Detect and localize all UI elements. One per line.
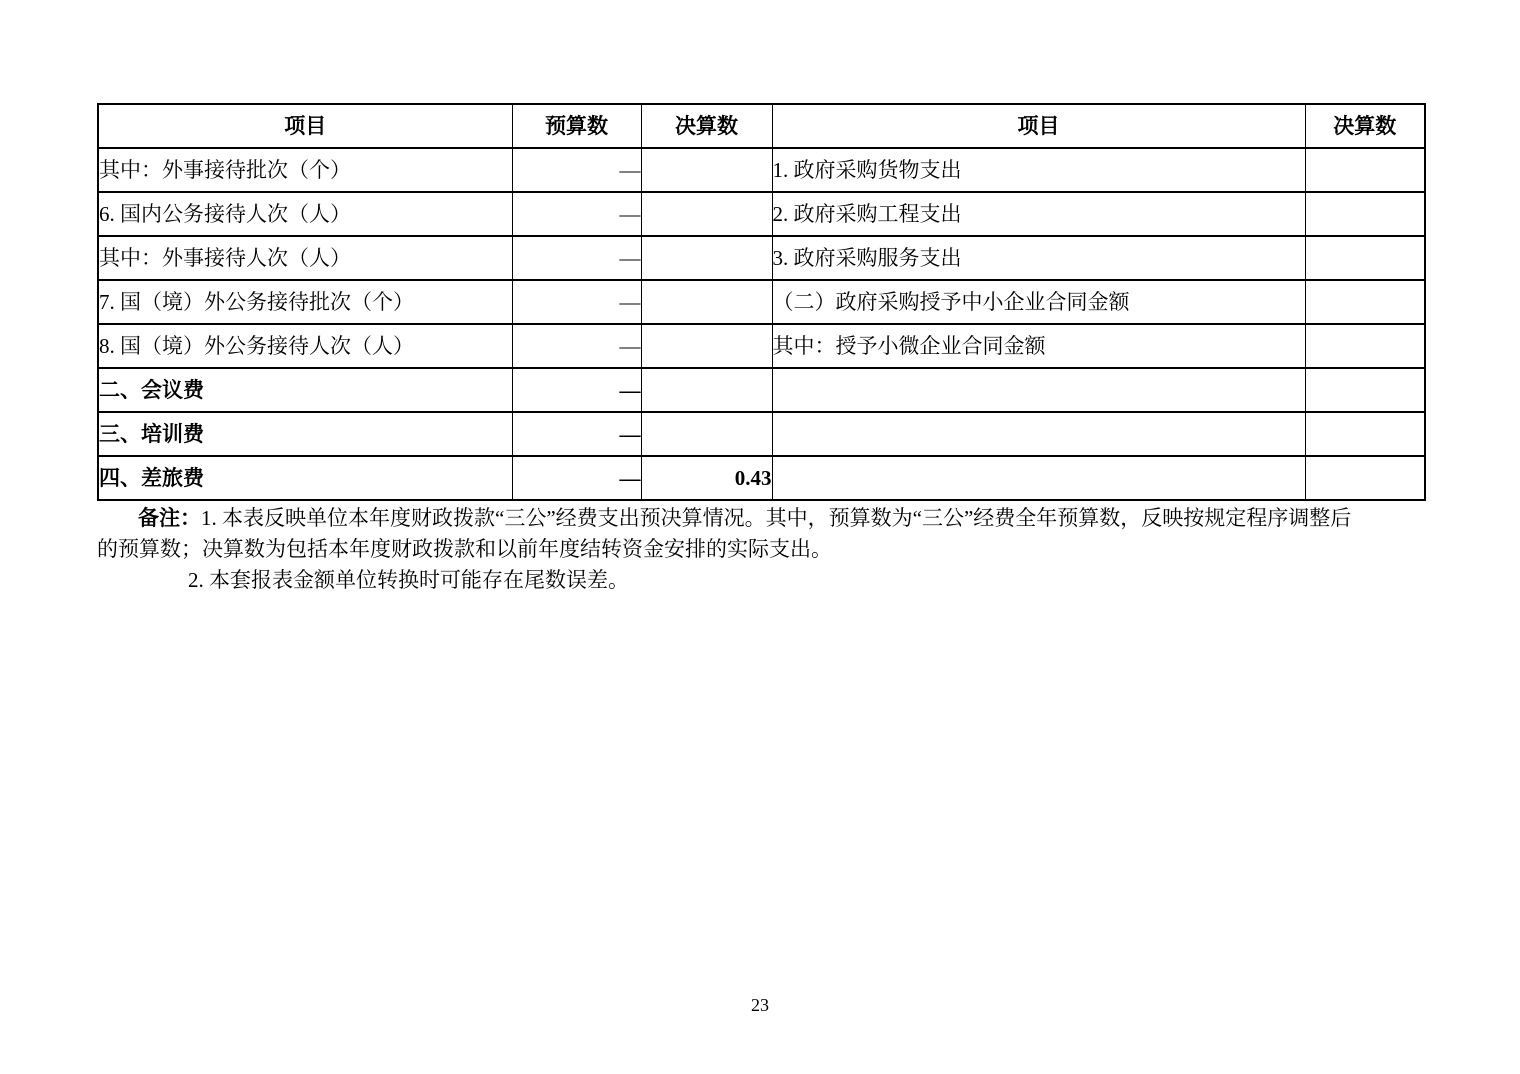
final-cell-left: [641, 412, 772, 456]
header-final-left: 决算数: [641, 104, 772, 148]
final-cell-right: [1305, 324, 1425, 368]
final-cell-left: [641, 236, 772, 280]
item-cell-left: 8. 国（境）外公务接待人次（人）: [98, 324, 512, 368]
item-cell-right: [772, 368, 1305, 412]
table-row: [98, 412, 1425, 456]
table-row: [98, 368, 1425, 412]
item-cell-right: [772, 412, 1305, 456]
table-row: [98, 192, 1425, 236]
note-line: [97, 503, 1411, 534]
item-cell-left: 三、培训费: [98, 412, 512, 456]
notes-label: 备注：: [138, 507, 201, 530]
item-cell-right: 其中：授予小微企业合同金额: [772, 324, 1305, 368]
final-cell-right: [1305, 368, 1425, 412]
final-cell-left: [641, 192, 772, 236]
final-cell-left: [641, 148, 772, 192]
note-line: 2. 本套报表金额单位转换时可能存在尾数误差。: [188, 568, 629, 592]
item-cell-left: 四、差旅费: [98, 456, 512, 500]
final-cell-left: [641, 324, 772, 368]
item-cell-right: 2. 政府采购工程支出: [772, 192, 1305, 236]
budget-cell: —: [512, 280, 641, 324]
item-cell-right: 3. 政府采购服务支出: [772, 236, 1305, 280]
final-cell-left: 0.43: [641, 456, 772, 500]
budget-cell: —: [512, 456, 641, 500]
final-cell-right: [1305, 280, 1425, 324]
item-cell-right: 1. 政府采购货物支出: [772, 148, 1305, 192]
sangong-budget-table: [97, 103, 1426, 501]
final-cell-right: [1305, 236, 1425, 280]
budget-cell: —: [512, 368, 641, 412]
final-cell-right: [1305, 412, 1425, 456]
final-cell-right: [1305, 148, 1425, 192]
budget-cell: —: [512, 324, 641, 368]
budget-cell: —: [512, 148, 641, 192]
table-row: [98, 456, 1425, 500]
item-cell-left: 其中：外事接待人次（人）: [98, 236, 512, 280]
final-cell-right: [1305, 456, 1425, 500]
budget-cell: —: [512, 192, 641, 236]
item-cell-left: 7. 国（境）外公务接待批次（个）: [98, 280, 512, 324]
final-cell-left: [641, 368, 772, 412]
final-cell-right: [1305, 192, 1425, 236]
notes-block: [97, 503, 1411, 596]
table-row: [98, 280, 1425, 324]
note-text: 1. 本表反映单位本年度财政拨款“三公”经费支出预决算情况。其中，预算数为“三公”经费全年预算数，反映按规定程序调整后: [201, 506, 1352, 530]
header-item-right: 项目: [772, 104, 1305, 148]
page-number: 23: [751, 995, 769, 1015]
table-row: [98, 236, 1425, 280]
table-header-row: [98, 104, 1425, 148]
table-row: [98, 324, 1425, 368]
table-row: [98, 148, 1425, 192]
note-line: 的预算数；决算数为包括本年度财政拨款和以前年度结转资金安排的实际支出。: [97, 537, 832, 561]
header-final-right: 决算数: [1305, 104, 1425, 148]
item-cell-right: （二）政府采购授予中小企业合同金额: [772, 280, 1305, 324]
item-cell-left: 二、会议费: [98, 368, 512, 412]
item-cell-left: 其中：外事接待批次（个）: [98, 148, 512, 192]
final-cell-left: [641, 280, 772, 324]
budget-cell: —: [512, 236, 641, 280]
item-cell-right: [772, 456, 1305, 500]
budget-cell: —: [512, 412, 641, 456]
header-item-left: 项目: [98, 104, 512, 148]
item-cell-left: 6. 国内公务接待人次（人）: [98, 192, 512, 236]
header-budget: 预算数: [512, 104, 641, 148]
